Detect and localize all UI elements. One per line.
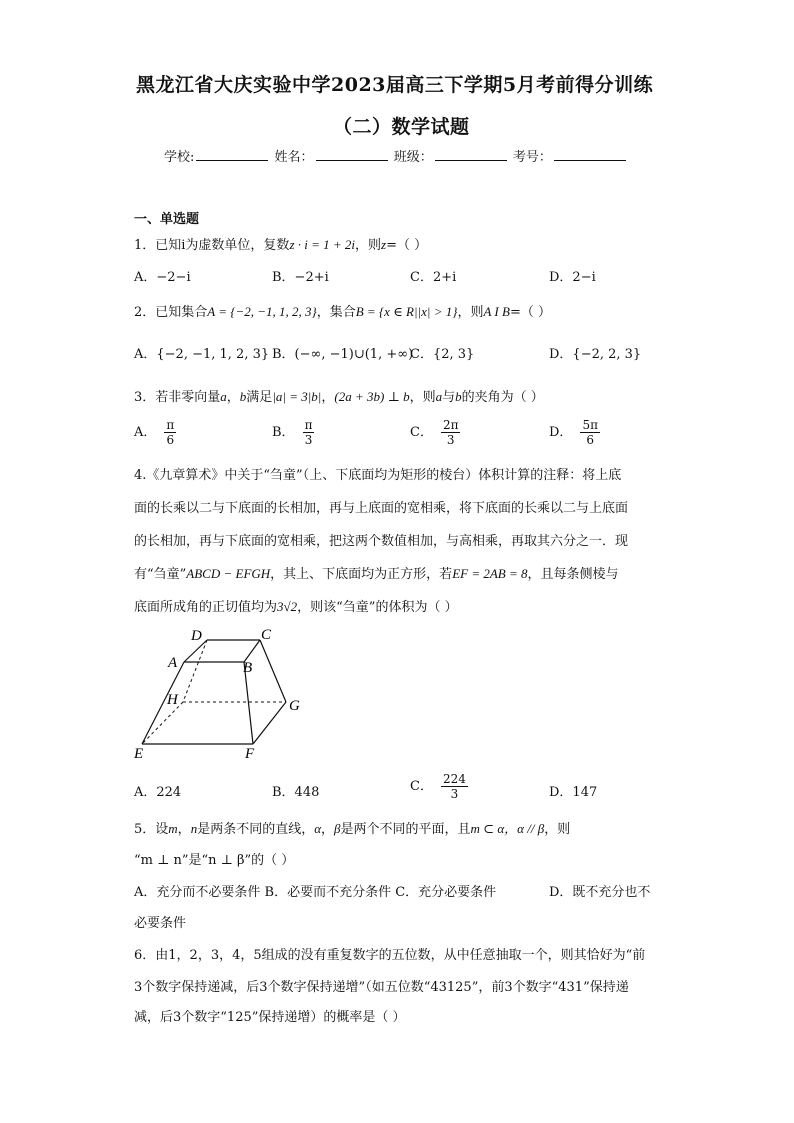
q3-text-a: 3．若非零向量: [134, 390, 221, 405]
q3-option-c-label: C．: [410, 425, 433, 440]
q5-line-1: [134, 818, 570, 837]
q5-text-a: 5．设: [134, 822, 169, 837]
q3-text-c: ，则: [409, 390, 436, 405]
q2-option-b: B．(−∞, −1)∪(1, +∞): [272, 347, 414, 362]
q3-option-b-den: 3: [304, 433, 313, 447]
exam-no-blank: [554, 148, 626, 161]
q3-text-d: 与: [442, 390, 456, 405]
q2-text-d: =（ ）: [509, 305, 551, 320]
q3-option-d-fraction: [580, 418, 600, 447]
q5-m: m: [168, 821, 178, 836]
q3-stem: [134, 386, 544, 405]
q5-options: A．充分而不必要条件 B．必要而不充分条件 C．充分必要条件: [134, 885, 497, 900]
q2-text-b: ，集合: [316, 305, 356, 320]
edge-DH: [183, 640, 207, 702]
q6-line-2: 3个数字保持递减，后3个数字保持递增”（如五位数“43125”，前3个数字“431”保持递: [134, 980, 629, 995]
q3-option-d-label: D．: [549, 425, 573, 440]
q3-sep: ，: [226, 390, 240, 405]
q5-beta: β: [334, 821, 341, 836]
edge-FG: [253, 702, 286, 744]
school-blank: [196, 148, 268, 161]
q3-option-a-label: A．: [134, 425, 157, 440]
q4-option-c: [410, 772, 468, 801]
q3-sep2: ，: [321, 390, 335, 405]
q2-set-a: A = {−2, −1, 1, 2, 3}: [207, 304, 317, 319]
label-B: B: [243, 660, 253, 676]
q1-stem: [134, 234, 427, 253]
q4-line4-text-c: ，且每条侧棱与: [527, 567, 619, 582]
exam-no-label: 考号：: [512, 150, 552, 165]
q2-set-c: A I B: [483, 304, 510, 319]
q4-line5-math: 3√2: [277, 599, 298, 614]
q5-cond: m ⊂ α，α // β: [470, 821, 545, 836]
q3-option-c-fraction: [441, 418, 461, 447]
edge-BC: [244, 640, 260, 662]
q3-vec-b-2: b: [455, 389, 462, 404]
q3-vec-b: b: [239, 389, 247, 404]
q4-option-d: D．147: [549, 785, 598, 800]
q5-text-c: 是两条不同的直线，: [197, 822, 315, 837]
q3-option-c: [410, 418, 460, 447]
q3-cond1: |a| = 3|b|: [272, 389, 322, 404]
label-A: A: [168, 655, 178, 671]
q1-text-a: 1．已知i为虚数单位，复数: [134, 238, 290, 253]
q3-option-b: [272, 418, 314, 447]
q1-option-c: C．2+i: [410, 270, 457, 285]
name-blank: [316, 148, 388, 161]
label-D: D: [191, 628, 202, 644]
frustum-figure: [128, 622, 318, 764]
q1-text-c: =（ ）: [386, 238, 428, 253]
q3-option-d-num: 5π: [582, 418, 598, 432]
q1-math2: z: [381, 237, 387, 252]
q3-cond2: (2a + 3b) ⊥ b: [334, 389, 410, 404]
edge-HE: [142, 702, 183, 744]
q3-vec-a: a: [220, 389, 227, 404]
label-C: C: [261, 627, 272, 643]
q5-alpha: α: [314, 821, 322, 836]
q4-line-4: [134, 563, 619, 582]
q3-option-d: [549, 418, 600, 447]
q3-option-b-label: B．: [272, 425, 295, 440]
q2-option-c: C．{2, 3}: [410, 347, 475, 362]
label-G: G: [289, 698, 300, 714]
name-label: 姓名：: [274, 150, 314, 165]
q4-option-c-num: 224: [442, 772, 466, 786]
q3-option-a-den: 6: [166, 433, 175, 447]
q4-line-3: 的长相加，再与下底面的宽相乘，把这两个数值相加，与高相乘，再取其六分之一．现: [134, 534, 629, 549]
label-E: E: [134, 746, 144, 762]
q4-option-b: B．448: [272, 785, 320, 800]
q2-text-a: 2．已知集合: [134, 305, 208, 320]
q6-line-1: 6．由1，2，3，4，5组成的没有重复数字的五位数，从中任意抽取一个，则其恰好为“前: [134, 948, 646, 963]
q5-text-e: 是两个不同的平面，且: [340, 822, 471, 837]
q3-option-d-den: 6: [586, 433, 595, 447]
class-blank: [435, 148, 507, 161]
q3-text-e: 的夹角为（ ）: [461, 390, 544, 405]
q2-stem: [134, 301, 551, 320]
q4-line4-text-a: 有“刍童”: [134, 567, 187, 582]
q4-line5-text-a: 底面所成角的正切值均为: [134, 600, 278, 615]
q3-option-a: [134, 418, 176, 447]
q4-line4-math2: EF = 2AB = 8: [452, 566, 528, 581]
label-H: H: [167, 692, 178, 708]
q4-line-5: [134, 596, 458, 615]
section-heading: 一、单选题: [134, 212, 200, 227]
q3-option-a-num: π: [166, 418, 175, 432]
page-title-line2: （二）数学试题: [333, 116, 470, 138]
q1-option-b: B．−2+i: [272, 270, 329, 285]
q5-option-d: D．既不充分也不: [549, 885, 651, 900]
q1-text-b: ，则: [355, 238, 382, 253]
q4-line4-math: ABCD − EFGH: [186, 566, 271, 581]
q5-option-d-cont: 必要条件: [134, 916, 187, 931]
edge-CG: [260, 640, 286, 702]
q1-option-a: A．−2−i: [134, 270, 191, 285]
q1-option-d: D．2−i: [549, 270, 596, 285]
q5-line-2: “m ⊥ n”是“n ⊥ β”的（ ）: [134, 853, 295, 868]
q2-text-c: ，则: [457, 305, 484, 320]
q3-vec-a-2: a: [435, 389, 443, 404]
q3-option-a-fraction: [164, 418, 176, 447]
q4-option-c-label: C．: [410, 779, 433, 794]
q3-option-c-num: 2π: [442, 418, 459, 432]
q3-option-c-den: 3: [446, 433, 455, 447]
school-label: 学校:: [164, 150, 195, 165]
q4-line-2: 面的长乘以二与下底面的长相加，再与上底面的宽相乘，将下底面的长乘以二与上底面: [134, 501, 629, 516]
q3-text-b: 满足: [246, 390, 273, 405]
class-label: 班级：: [393, 150, 433, 165]
q3-option-b-num: π: [304, 418, 313, 432]
q4-option-a: A．224: [134, 785, 182, 800]
q2-option-d: D．{−2, 2, 3}: [549, 347, 642, 362]
q4-line4-text-b: ，其上、下底面均为正方形，若: [270, 567, 453, 582]
q4-option-c-fraction: [441, 772, 468, 801]
q6-line-3: 减，后3个数字“125”保持递增）的概率是（ ）: [134, 1010, 406, 1025]
q5-text-f: ，则: [544, 822, 571, 837]
q4-line5-text-b: ，则该“刍童”的体积为（ ）: [297, 600, 458, 615]
q4-option-c-den: 3: [450, 787, 459, 801]
q5-text-b: ，: [177, 822, 191, 837]
label-F: F: [245, 746, 255, 762]
q5-n: n: [190, 821, 198, 836]
q4-line-1: 4.《九章算术》中关于“刍童”（上、下底面均为矩形的棱台）体积计算的注释：将上底: [134, 468, 622, 483]
q1-math: z · i = 1 + 2i: [289, 237, 356, 252]
info-fields: [164, 146, 628, 165]
q2-set-b: B = {x ∈ R||x| > 1}: [355, 304, 458, 319]
q5-text-d: ，: [321, 822, 335, 837]
q3-option-b-fraction: [303, 418, 315, 447]
page-title-line1: 黑龙江省大庆实验中学2023届高三下学期5月考前得分训练: [136, 74, 654, 96]
q2-option-a: A．{−2, −1, 1, 2, 3}: [134, 347, 270, 362]
